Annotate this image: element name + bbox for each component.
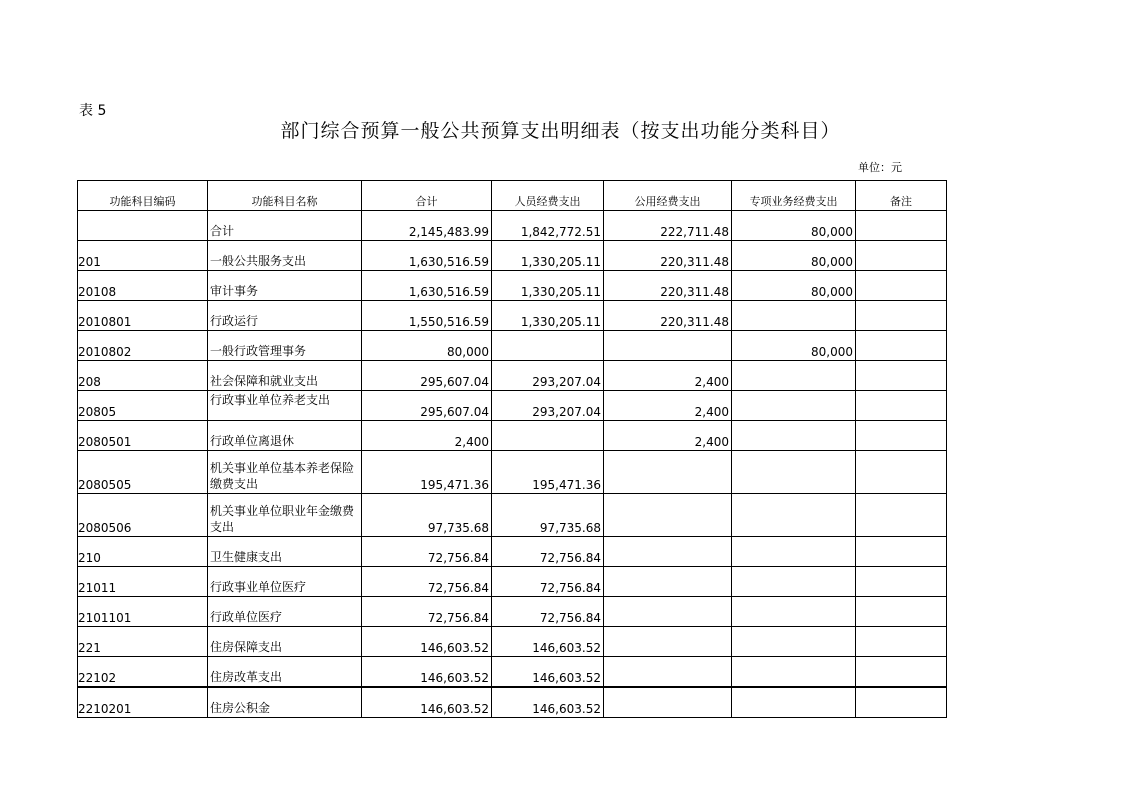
table-row bbox=[78, 211, 947, 241]
cell-name: 行政事业单位医疗 bbox=[208, 567, 362, 597]
cell-note bbox=[856, 627, 947, 657]
cell-total: 146,603.52 bbox=[362, 687, 492, 718]
cell-special: 80,000 bbox=[732, 211, 856, 241]
cell-name: 行政单位医疗 bbox=[208, 597, 362, 627]
cell-personnel: 97,735.68 bbox=[492, 494, 604, 537]
cell-code: 21011 bbox=[78, 567, 208, 597]
cell-code: 208 bbox=[78, 361, 208, 391]
cell-public: 2,400 bbox=[604, 421, 732, 451]
cell-code bbox=[78, 211, 208, 241]
cell-personnel: 1,330,205.11 bbox=[492, 301, 604, 331]
cell-total: 1,630,516.59 bbox=[362, 271, 492, 301]
cell-note bbox=[856, 211, 947, 241]
cell-name: 卫生健康支出 bbox=[208, 537, 362, 567]
table-row bbox=[78, 537, 947, 567]
cell-note bbox=[856, 391, 947, 421]
cell-note bbox=[856, 687, 947, 718]
cell-name: 社会保障和就业支出 bbox=[208, 361, 362, 391]
cell-public: 2,400 bbox=[604, 361, 732, 391]
cell-note bbox=[856, 241, 947, 271]
table-row bbox=[78, 331, 947, 361]
cell-note bbox=[856, 421, 947, 451]
cell-code: 201 bbox=[78, 241, 208, 271]
cell-note bbox=[856, 451, 947, 494]
cell-special bbox=[732, 421, 856, 451]
page-title: 部门综合预算一般公共预算支出明细表（按支出功能分类科目） bbox=[280, 120, 841, 142]
cell-public bbox=[604, 687, 732, 718]
cell-total: 1,630,516.59 bbox=[362, 241, 492, 271]
cell-code: 221 bbox=[78, 627, 208, 657]
cell-code: 2080506 bbox=[78, 494, 208, 537]
cell-name: 审计事务 bbox=[208, 271, 362, 301]
cell-personnel bbox=[492, 331, 604, 361]
cell-personnel: 72,756.84 bbox=[492, 597, 604, 627]
header-name: 功能科目名称 bbox=[208, 181, 362, 211]
cell-total: 80,000 bbox=[362, 331, 492, 361]
cell-special bbox=[732, 687, 856, 718]
header-special: 专项业务经费支出 bbox=[732, 181, 856, 211]
cell-total: 295,607.04 bbox=[362, 361, 492, 391]
cell-public: 220,311.48 bbox=[604, 301, 732, 331]
cell-note bbox=[856, 361, 947, 391]
cell-special bbox=[732, 451, 856, 494]
cell-personnel: 293,207.04 bbox=[492, 361, 604, 391]
cell-total: 295,607.04 bbox=[362, 391, 492, 421]
table-row bbox=[78, 361, 947, 391]
cell-note bbox=[856, 301, 947, 331]
table-body bbox=[78, 211, 947, 718]
cell-special: 80,000 bbox=[732, 271, 856, 301]
cell-special bbox=[732, 627, 856, 657]
header-total: 合计 bbox=[362, 181, 492, 211]
cell-special bbox=[732, 494, 856, 537]
cell-public bbox=[604, 657, 732, 688]
cell-total: 72,756.84 bbox=[362, 567, 492, 597]
table-row bbox=[78, 271, 947, 301]
cell-note bbox=[856, 331, 947, 361]
cell-personnel: 146,603.52 bbox=[492, 687, 604, 718]
cell-name: 住房公积金 bbox=[208, 687, 362, 718]
cell-special bbox=[732, 597, 856, 627]
header-public: 公用经费支出 bbox=[604, 181, 732, 211]
cell-total: 146,603.52 bbox=[362, 657, 492, 688]
table-row bbox=[78, 391, 947, 421]
cell-code: 2010802 bbox=[78, 331, 208, 361]
cell-personnel: 72,756.84 bbox=[492, 537, 604, 567]
cell-special bbox=[732, 657, 856, 688]
cell-name: 行政事业单位养老支出 bbox=[208, 391, 362, 421]
cell-public: 2,400 bbox=[604, 391, 732, 421]
cell-public bbox=[604, 567, 732, 597]
cell-public bbox=[604, 451, 732, 494]
cell-code: 2010801 bbox=[78, 301, 208, 331]
cell-personnel: 293,207.04 bbox=[492, 391, 604, 421]
cell-special bbox=[732, 537, 856, 567]
header-personnel: 人员经费支出 bbox=[492, 181, 604, 211]
cell-name: 一般公共服务支出 bbox=[208, 241, 362, 271]
cell-public bbox=[604, 494, 732, 537]
header-note: 备注 bbox=[856, 181, 947, 211]
cell-total: 2,145,483.99 bbox=[362, 211, 492, 241]
cell-personnel: 1,842,772.51 bbox=[492, 211, 604, 241]
cell-personnel: 1,330,205.11 bbox=[492, 271, 604, 301]
cell-personnel: 146,603.52 bbox=[492, 627, 604, 657]
table-row bbox=[78, 451, 947, 494]
budget-table bbox=[77, 180, 947, 718]
table-row bbox=[78, 687, 947, 718]
cell-note bbox=[856, 494, 947, 537]
cell-name: 住房保障支出 bbox=[208, 627, 362, 657]
cell-public: 222,711.48 bbox=[604, 211, 732, 241]
cell-code: 2101101 bbox=[78, 597, 208, 627]
cell-public bbox=[604, 331, 732, 361]
cell-total: 195,471.36 bbox=[362, 451, 492, 494]
cell-code: 20805 bbox=[78, 391, 208, 421]
cell-total: 97,735.68 bbox=[362, 494, 492, 537]
cell-code: 210 bbox=[78, 537, 208, 567]
header-code: 功能科目编码 bbox=[78, 181, 208, 211]
cell-note bbox=[856, 271, 947, 301]
cell-special: 80,000 bbox=[732, 331, 856, 361]
table-row bbox=[78, 567, 947, 597]
cell-code: 2080501 bbox=[78, 421, 208, 451]
cell-total: 72,756.84 bbox=[362, 597, 492, 627]
cell-name: 机关事业单位基本养老保险缴费支出 bbox=[208, 451, 362, 494]
cell-name: 行政运行 bbox=[208, 301, 362, 331]
cell-total: 2,400 bbox=[362, 421, 492, 451]
unit-label: 单位：元 bbox=[858, 161, 902, 174]
cell-name: 机关事业单位职业年金缴费支出 bbox=[208, 494, 362, 537]
cell-personnel: 195,471.36 bbox=[492, 451, 604, 494]
cell-special bbox=[732, 567, 856, 597]
table-row bbox=[78, 627, 947, 657]
cell-code: 22102 bbox=[78, 657, 208, 688]
cell-name: 合计 bbox=[208, 211, 362, 241]
header-row bbox=[78, 181, 947, 211]
cell-code: 20108 bbox=[78, 271, 208, 301]
cell-note bbox=[856, 597, 947, 627]
cell-personnel: 72,756.84 bbox=[492, 567, 604, 597]
cell-name: 住房改革支出 bbox=[208, 657, 362, 688]
cell-public bbox=[604, 597, 732, 627]
table-row bbox=[78, 597, 947, 627]
table-row bbox=[78, 421, 947, 451]
table-row bbox=[78, 301, 947, 331]
cell-special bbox=[732, 391, 856, 421]
cell-total: 146,603.52 bbox=[362, 627, 492, 657]
table-row bbox=[78, 241, 947, 271]
table-row bbox=[78, 494, 947, 537]
cell-special bbox=[732, 301, 856, 331]
table-label: 表 5 bbox=[79, 103, 107, 119]
cell-public bbox=[604, 627, 732, 657]
cell-public: 220,311.48 bbox=[604, 271, 732, 301]
cell-name: 一般行政管理事务 bbox=[208, 331, 362, 361]
table-row bbox=[78, 657, 947, 688]
cell-public bbox=[604, 537, 732, 567]
cell-special: 80,000 bbox=[732, 241, 856, 271]
cell-total: 72,756.84 bbox=[362, 537, 492, 567]
cell-public: 220,311.48 bbox=[604, 241, 732, 271]
cell-code: 2210201 bbox=[78, 687, 208, 718]
cell-personnel bbox=[492, 421, 604, 451]
cell-personnel: 146,603.52 bbox=[492, 657, 604, 688]
cell-note bbox=[856, 657, 947, 688]
cell-total: 1,550,516.59 bbox=[362, 301, 492, 331]
cell-special bbox=[732, 361, 856, 391]
cell-note bbox=[856, 567, 947, 597]
cell-personnel: 1,330,205.11 bbox=[492, 241, 604, 271]
cell-note bbox=[856, 537, 947, 567]
cell-code: 2080505 bbox=[78, 451, 208, 494]
cell-name: 行政单位离退休 bbox=[208, 421, 362, 451]
